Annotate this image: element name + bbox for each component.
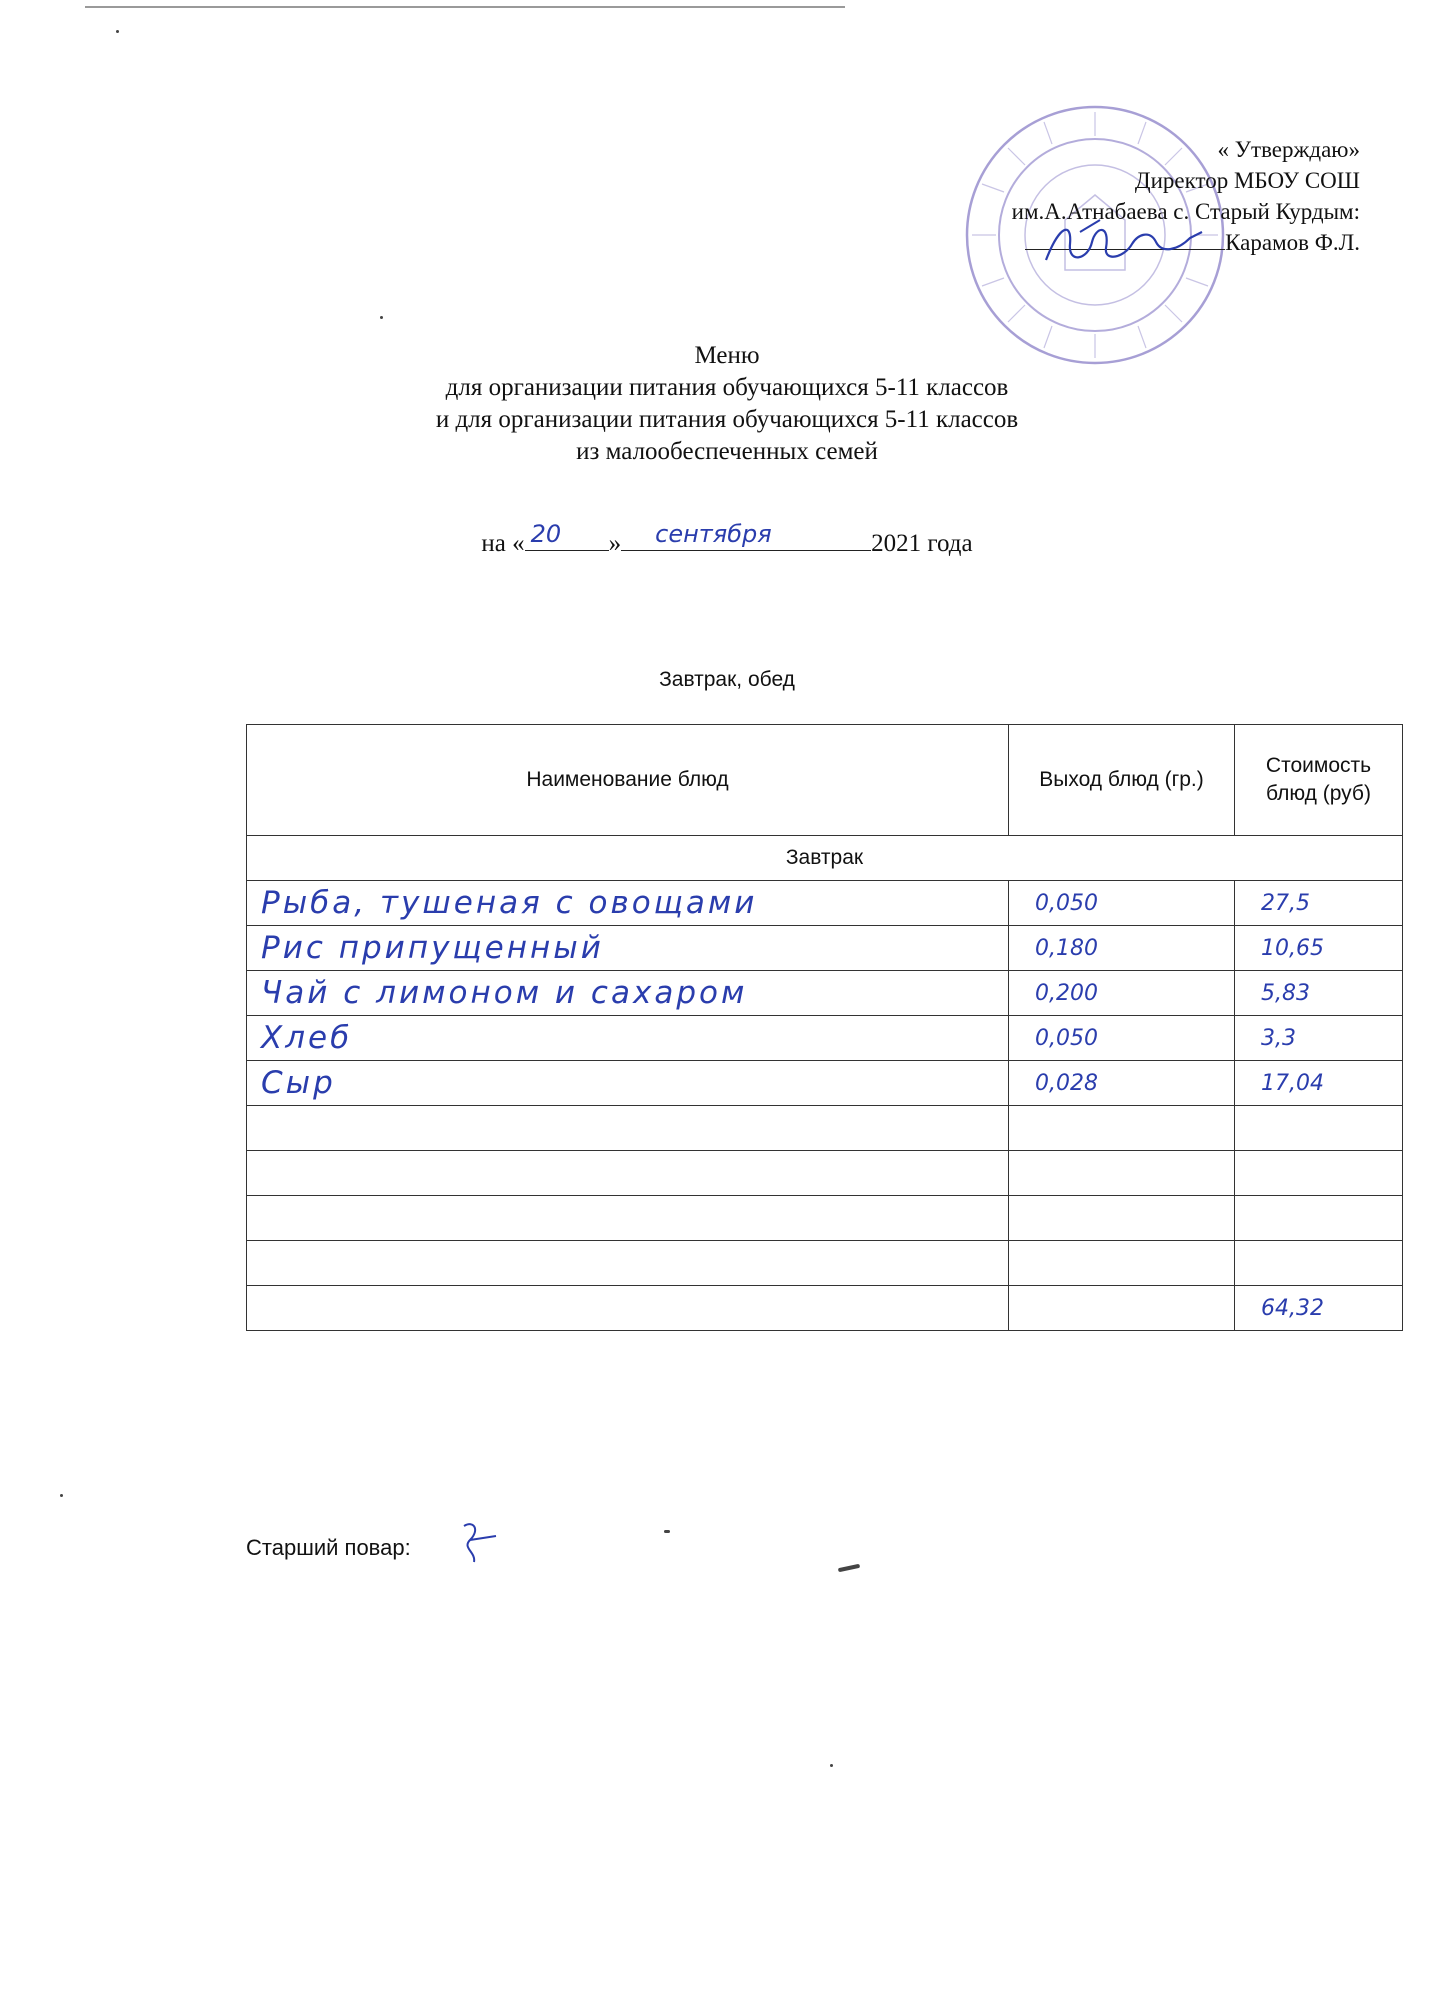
dish-name	[253, 1200, 261, 1236]
dish-cost	[1241, 1116, 1261, 1141]
dish-yield	[1015, 1251, 1035, 1276]
dish-cost-cell	[1235, 1151, 1403, 1196]
total-empty-cell	[1009, 1286, 1235, 1331]
dish-yield-cell	[1009, 926, 1235, 971]
dish-yield-cell	[1009, 1196, 1235, 1241]
director-signature	[1040, 214, 1210, 274]
dish-cost-cell	[1235, 1061, 1403, 1106]
dish-cost-cell	[1235, 1016, 1403, 1061]
group-row	[247, 836, 1403, 881]
dish-name-cell	[247, 971, 1009, 1016]
title-menu: Меню	[694, 342, 760, 369]
month-blank	[621, 520, 871, 551]
title-line-4: из малообеспеченных семей	[576, 438, 878, 465]
dish-yield-cell	[1009, 1061, 1235, 1106]
approval-heading: « Утверждаю»	[1217, 137, 1360, 162]
dish-cost-cell	[1235, 1106, 1403, 1151]
cook-signature	[456, 1516, 516, 1566]
approval-position: Директор МБОУ СОШ	[1134, 168, 1360, 193]
scan-speck	[116, 30, 119, 33]
table-header-row	[247, 725, 1403, 836]
dish-name	[253, 1155, 261, 1191]
date-suffix: 2021 года	[871, 530, 973, 557]
table-row	[247, 881, 1403, 926]
dish-name-cell	[247, 1241, 1009, 1286]
table-row	[247, 1061, 1403, 1106]
total-row	[247, 1286, 1403, 1331]
table-row	[247, 1106, 1403, 1151]
table-row	[247, 1016, 1403, 1061]
dish-cost: 5,83	[1261, 980, 1310, 1006]
table-row	[247, 1241, 1403, 1286]
dish-cost-cell	[1235, 971, 1403, 1016]
title-line-2: для организации питания обучающихся 5-11 классов	[445, 374, 1009, 401]
header-dish-name: Наименование блюд	[247, 725, 1009, 836]
dish-name-cell	[247, 1061, 1009, 1106]
dish-yield-cell	[1009, 1151, 1235, 1196]
dish-cost	[1241, 1161, 1261, 1186]
header-cost: Стоимость блюд (руб)	[1235, 725, 1403, 836]
document-title	[0, 340, 1454, 468]
date-prefix: на «	[481, 530, 525, 557]
dish-cost	[1241, 1206, 1261, 1231]
dish-cost-cell	[1235, 1196, 1403, 1241]
dish-name-cell	[247, 1151, 1009, 1196]
dish-cost	[1241, 1251, 1261, 1276]
director-name: Карамов Ф.Л.	[1225, 230, 1360, 255]
dish-name: Чай с лимоном и сахаром	[261, 975, 748, 1011]
title-line-3: и для организации питания обучающихся 5-11 классов	[435, 406, 1019, 433]
dish-yield	[1015, 1116, 1035, 1141]
scan-speck	[830, 1764, 833, 1767]
menu-table	[246, 724, 1403, 1331]
dish-name: Рис припущенный	[261, 930, 604, 966]
dish-yield-cell	[1009, 881, 1235, 926]
dish-yield	[1015, 1206, 1035, 1231]
dish-cost-cell	[1235, 881, 1403, 926]
menu-date	[0, 520, 1454, 558]
total-empty-cell	[247, 1286, 1009, 1331]
dish-yield: 0,180	[1035, 935, 1098, 961]
meal-section-title: Завтрак, обед	[659, 668, 795, 691]
dish-yield-cell	[1009, 1241, 1235, 1286]
header-yield: Выход блюд (гр.)	[1009, 725, 1235, 836]
dish-name	[253, 1110, 261, 1146]
total-cost: 64,32	[1261, 1295, 1324, 1321]
dish-yield: 0,050	[1035, 1025, 1098, 1051]
date-month: сентября	[655, 520, 772, 548]
dish-name	[253, 1245, 261, 1281]
dish-cost: 27,5	[1261, 890, 1310, 916]
dish-yield	[1015, 1161, 1035, 1186]
dish-name-cell	[247, 1196, 1009, 1241]
dish-cost: 10,65	[1261, 935, 1324, 961]
day-blank	[525, 520, 609, 551]
dish-name: Рыба, тушеная с овощами	[261, 885, 758, 921]
dish-yield-cell	[1009, 971, 1235, 1016]
dish-name: Сыр	[261, 1065, 336, 1101]
group-breakfast: Завтрак	[247, 836, 1403, 881]
table-row	[247, 926, 1403, 971]
dish-cost: 3,3	[1261, 1025, 1296, 1051]
dish-yield: 0,028	[1035, 1070, 1098, 1096]
table-row	[247, 971, 1403, 1016]
dish-yield-cell	[1009, 1106, 1235, 1151]
dish-cost-cell	[1235, 926, 1403, 971]
dish-name-cell	[247, 926, 1009, 971]
dish-name-cell	[247, 1016, 1009, 1061]
dish-name-cell	[247, 1106, 1009, 1151]
dish-yield: 0,050	[1035, 890, 1098, 916]
scan-top-line	[85, 6, 845, 8]
dish-yield-cell	[1009, 1016, 1235, 1061]
date-mid: »	[608, 530, 622, 557]
dish-cost: 17,04	[1261, 1070, 1324, 1096]
dish-name: Хлеб	[261, 1020, 353, 1056]
scan-speck	[380, 316, 383, 319]
dish-yield: 0,200	[1035, 980, 1098, 1006]
scan-speck	[664, 1530, 670, 1533]
dish-cost-cell	[1235, 1241, 1403, 1286]
dish-name-cell	[247, 881, 1009, 926]
senior-cook-label: Старший повар:	[246, 1535, 411, 1560]
total-cost-cell	[1235, 1286, 1403, 1331]
scan-speck	[838, 1564, 860, 1572]
scan-speck	[60, 1494, 63, 1497]
table-row	[247, 1196, 1403, 1241]
approval-school: им.А.Атнабаева с. Старый Курдым:	[1011, 199, 1360, 224]
date-day: 20	[530, 520, 562, 548]
table-row	[247, 1151, 1403, 1196]
